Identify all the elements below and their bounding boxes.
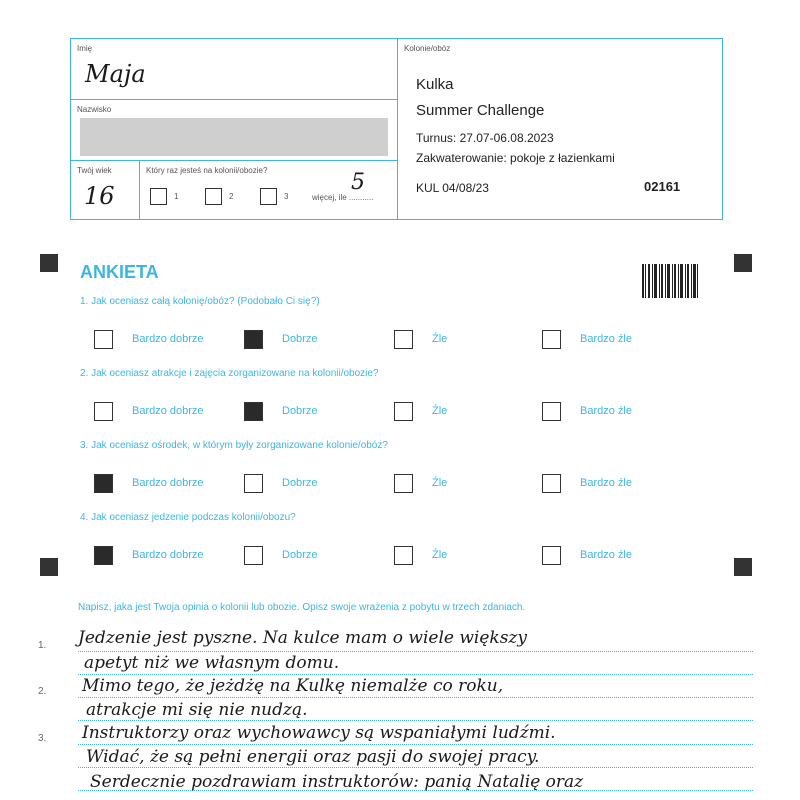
question-3-option-1-checkbox[interactable] (94, 474, 113, 493)
nazwisko-label: Nazwisko (77, 105, 112, 114)
question-2-option-2-checkbox[interactable] (244, 402, 263, 421)
question-3-text: 3. Jak oceniasz ośrodek, w którym były zorganizowane kolonie/obóz? (80, 440, 388, 451)
question-4-option-3-checkbox[interactable] (394, 546, 413, 565)
opinion-line-3: Mimo tego, że jeżdżę na Kulkę niemalże co roku, (82, 676, 504, 696)
visit-opt-3: 3 (284, 192, 289, 201)
question-2-option-3-label: Źle (432, 405, 448, 417)
question-1-option-2-checkbox[interactable] (244, 330, 263, 349)
dotted-line (78, 767, 753, 768)
camp-program: Summer Challenge (416, 102, 545, 119)
question-3-option-2-checkbox[interactable] (244, 474, 263, 493)
opinion-num-3: 3. (38, 733, 47, 744)
question-4-text: 4. Jak oceniasz jedzenie podczas kolonii/obozu? (80, 512, 296, 523)
corner-marker-right-top (734, 254, 752, 272)
question-2-option-4-label: Bardzo źle (580, 405, 632, 417)
opinion-line-2: apetyt niż we własnym domu. (84, 653, 340, 673)
question-4-option-1-label: Bardzo dobrze (132, 549, 204, 561)
question-2-option-2-label: Dobrze (282, 405, 318, 417)
question-1-option-1-label: Bardzo dobrze (132, 333, 204, 345)
dotted-line (78, 651, 753, 652)
wiek-value: 16 (84, 182, 115, 210)
question-1-text: 1. Jak oceniasz całą kolonię/obóz? (Podobało Ci się?) (80, 296, 320, 307)
question-3-option-3-checkbox[interactable] (394, 474, 413, 493)
question-4-option-4-checkbox[interactable] (542, 546, 561, 565)
question-1-option-2-label: Dobrze (282, 333, 318, 345)
question-4-option-2-checkbox[interactable] (244, 546, 263, 565)
corner-marker-left-top (40, 254, 58, 272)
ktory-raz-label: Który raz jesteś na kolonii/obozie? (146, 166, 268, 175)
visit-checkbox-1[interactable] (150, 188, 167, 205)
question-3-option-4-label: Bardzo źle (580, 477, 632, 489)
question-1-option-3-label: Źle (432, 333, 448, 345)
opinion-line-6: Widać, że są pełni energii oraz pasji do swojej pracy. (86, 747, 540, 767)
question-3-option-1-label: Bardzo dobrze (132, 477, 204, 489)
opinion-line-5: Instruktorzy oraz wychowawcy są wspaniałymi ludźmi. (82, 723, 556, 743)
question-2-option-1-label: Bardzo dobrze (132, 405, 204, 417)
corner-marker-right-bottom (734, 558, 752, 576)
visit-opt-2: 2 (229, 192, 234, 201)
wiecej-label: więcej, ile ........... (312, 193, 374, 202)
zakwaterowanie: Zakwaterowanie: pokoje z łazienkami (416, 151, 615, 165)
question-1-option-1-checkbox[interactable] (94, 330, 113, 349)
imie-label: Imię (77, 44, 93, 53)
kolonia-label: Kolonie/obóz (404, 44, 451, 53)
wiecej-value: 5 (351, 170, 365, 195)
dotted-line (78, 720, 753, 721)
question-4-option-4-label: Bardzo źle (580, 549, 632, 561)
question-1-option-4-checkbox[interactable] (542, 330, 561, 349)
corner-marker-left-bottom (40, 558, 58, 576)
dotted-line (78, 744, 753, 745)
visit-checkbox-2[interactable] (205, 188, 222, 205)
question-4-option-2-label: Dobrze (282, 549, 318, 561)
wiek-label: Twój wiek (77, 166, 112, 175)
opinion-line-1: Jedzenie jest pyszne. Na kulce mam o wiele większy (78, 628, 527, 648)
question-3-option-3-label: Źle (432, 477, 448, 489)
imie-value: Maja (85, 60, 146, 88)
barcode (642, 264, 698, 298)
opinion-line-7: Serdecznie pozdrawiam instruktorów: panią Natalię oraz (90, 772, 584, 792)
opinion-prompt: Napisz, jaka jest Twoja opinia o kolonii lub obozie. Opisz swoje wrażenia z pobytu w trzech zdaniach. (78, 602, 526, 613)
question-2-option-1-checkbox[interactable] (94, 402, 113, 421)
question-2-option-3-checkbox[interactable] (394, 402, 413, 421)
redacted-surname (80, 118, 388, 156)
visit-checkbox-3[interactable] (260, 188, 277, 205)
dotted-line (78, 697, 753, 698)
question-2-text: 2. Jak oceniasz atrakcje i zajęcia zorganizowane na kolonii/obozie? (80, 368, 379, 379)
question-4-option-3-label: Źle (432, 549, 448, 561)
question-1-option-3-checkbox[interactable] (394, 330, 413, 349)
question-1-option-4-label: Bardzo źle (580, 333, 632, 345)
dotted-line (78, 674, 753, 675)
opinion-num-2: 2. (38, 686, 47, 697)
visit-opt-1: 1 (174, 192, 179, 201)
form-number: 02161 (644, 179, 681, 194)
opinion-num-1: 1. (38, 640, 47, 651)
question-4-option-1-checkbox[interactable] (94, 546, 113, 565)
camp-name: Kulka (416, 76, 454, 93)
question-3-option-2-label: Dobrze (282, 477, 318, 489)
camp-code: KUL 04/08/23 (416, 181, 489, 195)
survey-title: ANKIETA (80, 262, 159, 282)
turnus: Turnus: 27.07-06.08.2023 (416, 131, 554, 145)
question-3-option-4-checkbox[interactable] (542, 474, 561, 493)
opinion-line-4: atrakcje mi się nie nudzą. (86, 700, 308, 720)
question-2-option-4-checkbox[interactable] (542, 402, 561, 421)
